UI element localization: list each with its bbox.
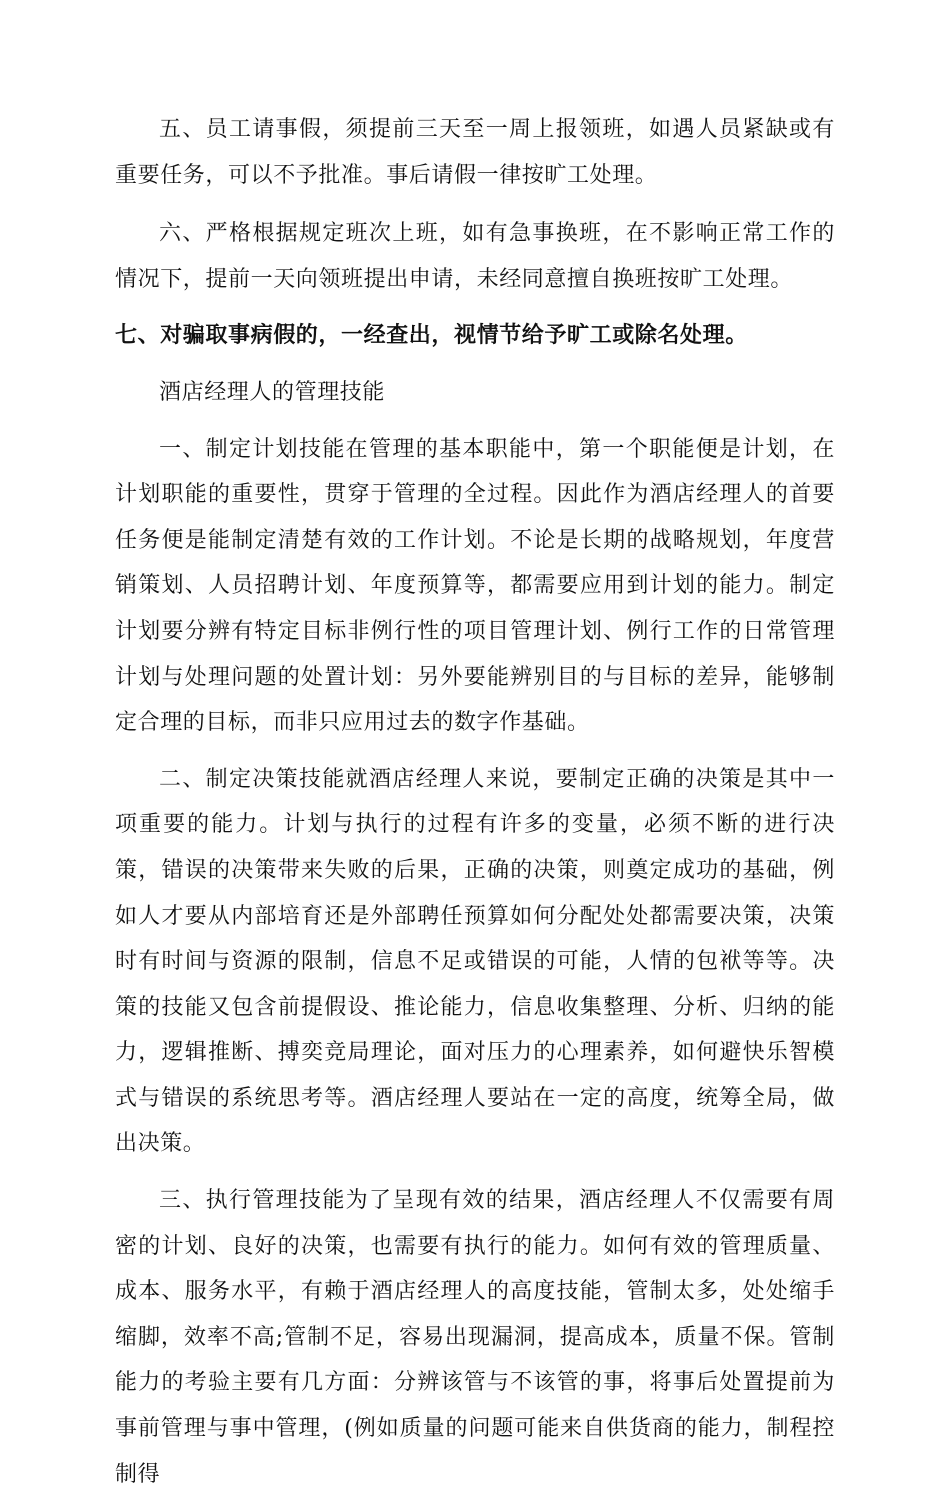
paragraph-6-shift-change: 六、严格根据规定班次上班，如有急事换班，在不影响正常工作的情况下，提前一天向领班提出申请，未经同意擅自换班按旷工处理。 — [115, 221, 835, 292]
document-page — [115, 107, 835, 1508]
paragraph-decision-skill: 二、制定决策技能就酒店经理人来说，要制定正确的决策是其中一项重要的能力。计划与执行的过程有许多的变量，必须不断的进行决策，错误的决策带来失败的后果，正确的决策，则奠定成功的基础，例如人才要从内部培育还是外部聘任预算如何分配处处都需要决策，决策时有时间与资源的限制，信息不足或错误的可能，人情的包袱等等。决策的技能又包含前提假设、推论能力，信息收集整理、分析、归纳的能力，逻辑推断、搏奕竞局理论，面对压力的心理素养，如何避快乐智模式与错误的系统思考等。酒店经理人要站在一定的高度，统筹全局，做出决策。 — [115, 766, 835, 1157]
paragraph-5-personal-leave: 五、员工请事假，须提前三天至一周上报领班，如遇人员紧缺或有重要任务，可以不予批准。事后请假一律按旷工处理。 — [115, 117, 835, 188]
paragraph-execution-skill: 三、执行管理技能为了呈现有效的结果，酒店经理人不仅需要有周密的计划、良好的决策，也需要有执行的能力。如何有效的管理质量、成本、服务水平，有赖于酒店经理人的高度技能，管制太多，处处缩手缩脚，效率不高;管制不足，容易出现漏洞，提高成本，质量不保。管制能力的考验主要有几方面：分辨该管与不该管的事，将事后处置提前为事前管理与事中管理，(例如质量的问题可能来自供货商的能力，制程控制得 — [115, 1188, 835, 1487]
section-heading-management-skills: 酒店经理人的管理技能 — [159, 379, 386, 405]
paragraph-7-fraud-sick-leave: 七、对骗取事病假的，一经查出，视情节给予旷工或除名处理。 — [115, 322, 748, 349]
paragraph-planning-skill: 一、制定计划技能在管理的基本职能中，第一个职能便是计划，在计划职能的重要性，贯穿于管理的全过程。因此作为酒店经理人的首要任务便是能制定清楚有效的工作计划。不论是长期的战略规划，年度营销策划、人员招聘计划、年度预算等，都需要应用到计划的能力。制定计划要分辨有特定目标非例行性的项目管理计划、例行工作的日常管理计划与处理问题的处置计划：另外要能辨别目的与目标的差异，能够制定合理的目标，而非只应用过去的数字作基础。 — [115, 436, 835, 736]
